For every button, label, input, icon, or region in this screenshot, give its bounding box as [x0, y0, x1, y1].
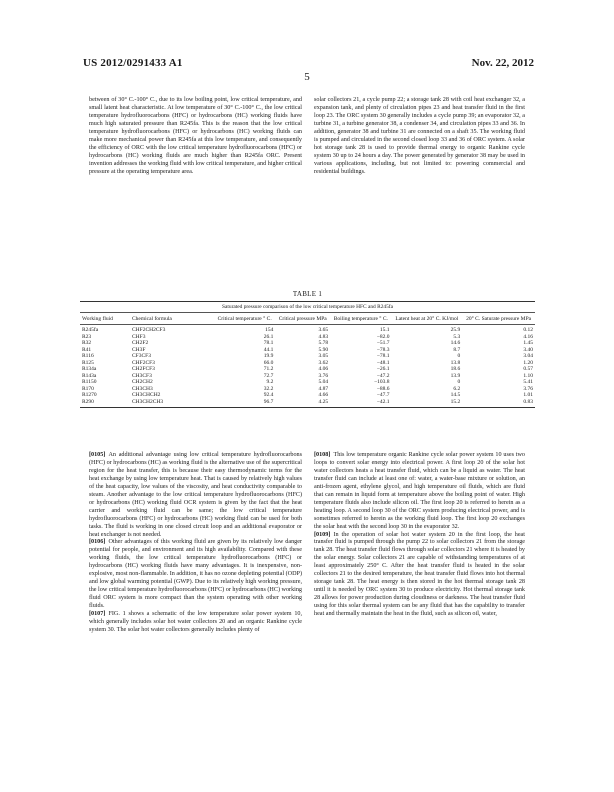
cell-sat-press: 3.04: [523, 353, 533, 360]
cell-latent: 0: [457, 379, 461, 386]
cell-formula: CH3CHCH2: [132, 392, 161, 399]
cell-crit-press: 5.04: [318, 379, 329, 386]
cell-sat-press: 0.83: [462, 399, 535, 408]
table-row: [80, 325, 535, 334]
cell-latent: 13.9: [450, 372, 461, 379]
table-row: [80, 399, 535, 408]
cell-boiling: −47.7: [376, 392, 390, 399]
top-left-column: [89, 97, 302, 177]
cell-latent: 18.6: [450, 366, 461, 373]
cell-fluid: R125: [82, 359, 94, 366]
cell-crit-temp: 71.2: [263, 366, 274, 373]
cell-crit-press: 4.87: [318, 385, 329, 392]
cell-sat-press: 0.12: [523, 327, 533, 334]
cell-sat-press: 4.16: [523, 333, 533, 340]
cell-crit-temp: 44.1: [263, 346, 274, 353]
cell-boiling: −26.1: [376, 366, 390, 373]
cell-formula: CH3CH3: [132, 385, 153, 392]
cell-crit-temp: 96.7: [214, 399, 275, 408]
header-working-fluid: Working fluid: [80, 315, 130, 325]
cell-fluid: R170: [82, 385, 94, 392]
cell-crit-press: 4.66: [318, 392, 329, 399]
header-critical-pressure: Critical pressure MPa: [275, 315, 330, 325]
cell-boiling: −47.2: [376, 372, 390, 379]
saturated-pressure-table: [80, 315, 535, 408]
cell-crit-temp: 92.4: [263, 392, 274, 399]
paragraph: [89, 539, 302, 611]
cell-sat-press: 1.20: [523, 359, 533, 366]
header-boiling-temperature: Boiling temperature ° C.: [330, 315, 391, 325]
cell-crit-temp: 9.2: [266, 379, 274, 386]
cell-crit-press: 5.78: [318, 340, 329, 347]
cell-latent: 14.5: [450, 392, 461, 399]
cell-formula: CHF3: [132, 333, 146, 340]
cell-crit-press: 3.62: [318, 359, 329, 366]
cell-crit-press: 3.05: [318, 353, 329, 360]
cell-fluid: R116: [82, 353, 94, 360]
top-left-paragraph: between of 30° C.-100° C., due to its low boiling point, low critical temperature, and small latent heat characteristic. At low temperature of 30° C.-100° C., the low critical temperature hydrofluorocarbons (HFC) or hydrocarbons (HC) working fluids have much high saturated pressure than R245fa. This is the reason that the low critical temperature hydrofluorocarbons (HFC) or hydrocarbons (HC) working fluids can make more mechanical power than R245fa at this low temperature, and consequently the efficiency of ORC with the low critical temperature hydrofluorocarbons (HFC) or hydrocarbons (HC) working fluids are much higher than R245fa ORC. Present invention addresses the working fluid with low critical temperature, and higher critical pressure at the operating temperature area.: [89, 97, 302, 175]
paragraph: [314, 452, 525, 532]
table-body: [80, 325, 535, 408]
cell-fluid: R245fa: [82, 327, 99, 334]
cell-boiling: −42.1: [330, 399, 391, 408]
page-number: 5: [304, 71, 310, 83]
cell-latent: 15.2: [392, 399, 463, 408]
header-saturate-pressure: 20° C. Saturate pressure MPa: [462, 315, 535, 325]
cell-sat-press: 3.76: [523, 385, 533, 392]
cell-formula: CH2CH2: [132, 379, 153, 386]
cell-latent: 6.2: [453, 385, 461, 392]
cell-latent: 13.8: [450, 359, 461, 366]
table-title: TABLE 1: [292, 290, 323, 298]
paragraph: [89, 611, 302, 635]
header-latent-heat: Latent heat at 20° C. KJ/mol: [392, 315, 463, 325]
cell-fluid: R1270: [82, 392, 97, 399]
cell-formula: CF3CF3: [132, 353, 151, 360]
cell-fluid: R290: [80, 399, 130, 408]
publication-number: US 2012/0291433 A1: [83, 57, 183, 69]
cell-latent: 25.9: [450, 327, 461, 334]
cell-crit-temp: 78.1: [263, 340, 274, 347]
cell-crit-temp: 72.7: [263, 372, 274, 379]
cell-boiling: 15.1: [379, 327, 390, 334]
cell-fluid: R1150: [82, 379, 97, 386]
bottom-left-column: [89, 452, 302, 635]
cell-formula: CHF2CH2CF3: [132, 327, 166, 334]
paragraph: [89, 452, 302, 539]
paragraph-number: [0107]: [89, 611, 106, 618]
cell-formula: CH2FCF3: [132, 366, 155, 373]
header-chemical-formula: Chemical formula: [130, 315, 214, 325]
cell-formula: CH3CF3: [132, 372, 152, 379]
cell-fluid: R143a: [82, 372, 97, 379]
cell-sat-press: 3.40: [523, 346, 533, 353]
paragraph-text: An additional advantage using low critical temperature hydrofluorocarbons (HFC) or hydrocarbons (HC) as working fluid is the alternative use of the supercritical region for the heat transfer, this is because their easy thermodynamic terms for the heat exchange by using low temperature heat. That is caused by relatively high values of the heat capacity, low values of the viscosity, and heat conductivity comparable to steam. Another advantage to the low critical temperature hydrofluorocarbons (HFC) or hydrocarbons (HC) working fluid OCR system is given by the fact that the heat carrier and working fluid can be same; the low critical temperature hydrofluorocarbons (HFC) or hydrocarbons (HC) working fluid can be used for both tasks. The fluid is working in one closed circuit loop and an additional evaporator or heat exchanger is not needed.: [89, 452, 302, 538]
cell-formula: CH3CH2CH3: [130, 399, 214, 408]
paragraph-number: [0105]: [89, 452, 106, 458]
cell-fluid: R23: [82, 333, 92, 340]
cell-crit-press: 4.83: [318, 333, 329, 340]
cell-latent: 0: [457, 353, 461, 360]
cell-boiling: −88.6: [376, 385, 390, 392]
cell-formula: CH3F: [132, 346, 146, 353]
cell-sat-press: 1.01: [523, 392, 533, 399]
cell-crit-temp: 154: [265, 327, 274, 334]
cell-fluid: R134a: [82, 366, 97, 373]
cell-crit-temp: 66.0: [263, 359, 274, 366]
cell-boiling: −78.3: [376, 346, 390, 353]
header-critical-temperature: Critical temperature ° C.: [214, 315, 275, 325]
bottom-right-column: [314, 452, 525, 619]
cell-sat-press: 1.45: [523, 340, 533, 347]
paragraph-text: This low temperature organic Rankine cycle solar power system 10 uses two loops to convert solar energy into electrical power. A first loop 20 of the solar hot water collectors heats a heat transfer fluid, which can be a liquid as water. The heat transfer fluid can include at least one of: water, a water-base mixture or solution, an anti-frozen agent, ethylene glycol, and high temperature oil fluids, which are fluid that can remain in liquid form at temperature above the boiling point of water. High temperature fluids also include silicon oil. The first loop 20 is referred to herein as a heating loop. A second loop 30 of the ORC system producing electrical power, and is sometimes referred to herein as the working fluid loop. The first loop 20 exchanges the solar heat with the second loop 30 in the evaporator 32.: [314, 452, 525, 530]
cell-boiling: −48.1: [376, 359, 390, 366]
cell-sat-press: 1.10: [523, 372, 533, 379]
cell-boiling: −82.0: [376, 333, 390, 340]
cell-crit-press: 3.65: [318, 327, 329, 334]
cell-crit-press: 4.25: [275, 399, 330, 408]
cell-boiling: −103.8: [374, 379, 390, 386]
paragraph-number: [0109]: [314, 531, 331, 538]
cell-crit-temp: 26.1: [263, 333, 274, 340]
paragraph-text: In the operation of solar hot water system 20 in the first loop, the heat transfer fluid is pumped through the pump 22 to solar collectors 21 from the storage tank 28. The heat transfer fluid flows through solar collectors 21 where it is heated by the solar energy. Solar collectors 21 are capable of withstanding temperatures of at least approximately 250° C. After the heat transfer fluid is heated in the solar collectors 21 to the desired temperature, the heat transfer fluid flows into hot thermal storage tank 28. The heat energy is then stored in the hot thermal storage tank 28 until it is needed by ORC system 30 to produce electricity. Hot thermal storage tank 28 allows for power production during cloudiness or darkness. The heat transfer fluid using for this solar thermal system can be any fluid that has the capability to transfer heat and thermally maintain the heat in the fluid, such as silicon oil, water,: [314, 531, 525, 618]
cell-sat-press: 5.41: [523, 379, 533, 386]
paragraph-text: Other advantages of this working fluid are given by its relatively low danger potential for people, and environment and its high availability. Compared with these working fluids, the low critical temperature hydrofluorocarbons (HFC) or hydrocarbons (HC) working fluids have many advantages. It is inexpensive, non-explosive, most non-flammable. In addition, it has no ozone depleting potential (ODP) and low global warming potential (GWP). Due to its relatively high working pressure, the low critical temperature hydrofluorocarbons (HFC) or hydrocarbons (HC) working fluid ORC system is more compact than the system operating with other working fluids.: [89, 539, 302, 610]
cell-latent: 5.3: [453, 333, 461, 340]
table-subtitle: Saturated pressure comparison of the low critical temperature HFC and R245fa: [80, 301, 535, 313]
paragraph-number: [0106]: [89, 539, 106, 546]
cell-crit-press: 4.06: [318, 366, 329, 373]
top-right-paragraph: solar collectors 21, a cycle pump 22; a storage tank 28 with coil heat exchanger 32, a expansion tank, and plenty of circulation pipes 23 and heat transfer fluid in the first loop 23. The ORC system 30 generally includes a cycle pump 39; an evaporator 32, a turbine 31, a turbine generator 38, a condenser 34, and circulation pipes 33 and 36. In addition, generator 38 and turbine 31 are connected on a shaft 35. The working fluid is pumped and circulated in the second closed loop 33 and 36 of ORC system. A solar hot storage tank 28 is used to provide thermal energy to organic Rankine cycle system 30 up to 24 hours a day. The power generated by generator 38 may be used in various applications, including, but not limited to: powering commercial and residential buildings.: [314, 97, 525, 175]
cell-boiling: −78.1: [376, 353, 390, 360]
cell-latent: 8.7: [453, 346, 461, 353]
cell-crit-press: 3.76: [318, 372, 329, 379]
paragraph: [314, 532, 525, 619]
cell-fluid: R41: [82, 346, 92, 353]
paragraph-text: FIG. 1 shows a schematic of the low temperature solar power system 10, which generally includes solar hot water collectors 20 and an organic Rankine cycle system 30. The solar hot water collectors generally includes plenty of: [89, 611, 302, 633]
cell-crit-temp: 19.9: [263, 353, 274, 360]
cell-sat-press: 0.57: [523, 366, 533, 373]
cell-fluid: R32: [82, 340, 92, 347]
cell-boiling: −51.7: [376, 340, 390, 347]
table-1: [80, 290, 535, 408]
cell-formula: CHF2CF3: [132, 359, 155, 366]
cell-latent: 14.6: [450, 340, 461, 347]
publication-date: Nov. 22, 2012: [471, 57, 534, 69]
cell-crit-press: 5.90: [318, 346, 329, 353]
cell-crit-temp: 32.2: [263, 385, 274, 392]
paragraph-number: [0108]: [314, 452, 331, 458]
cell-formula: CH2F2: [132, 340, 149, 347]
top-right-column: [314, 97, 525, 177]
